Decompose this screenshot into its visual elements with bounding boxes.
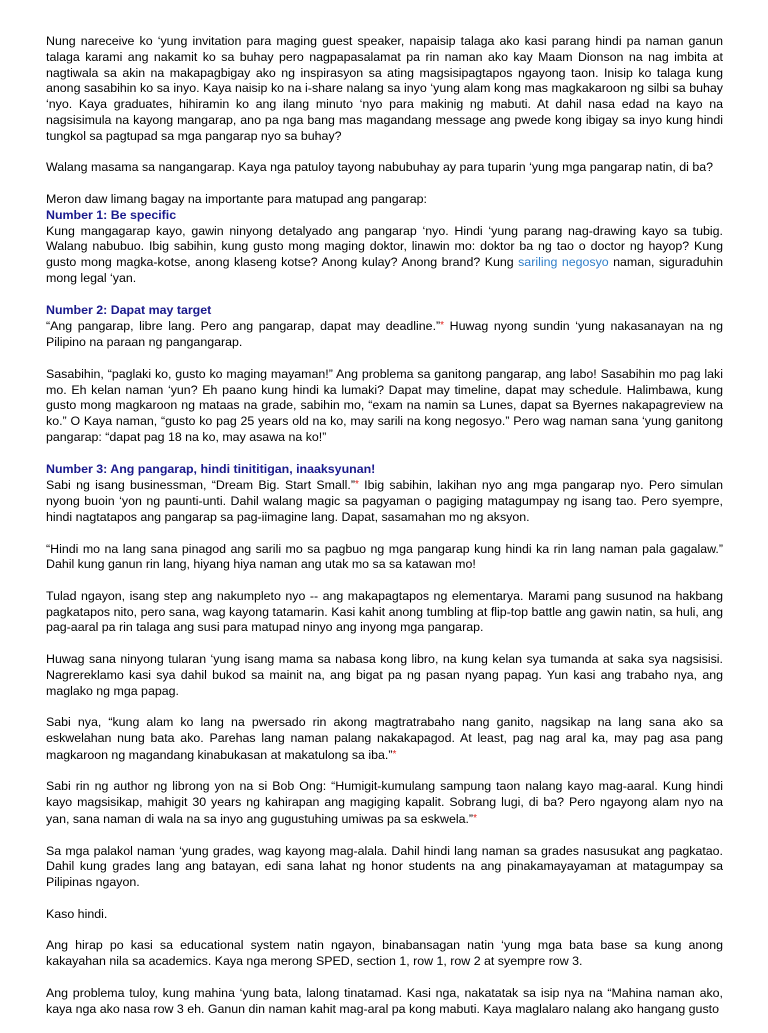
- paragraph-sasabihin: Sasabihin, “paglaki ko, gusto ko maging mayaman!” Ang problema sa ganitong pangarap, ang labo! Sasabihin mo pag laki mo. Eh kelan naman ‘yun? Eh paano kung hindi ka lumaki? Dapat may timeline, dapat may schedule. Halimbawa, kung gusto mong magkaroon ng mataas na grade, sabihin mo, “exam na namin sa Lunes, dapat sa Byernes nakapagreview na ko.” O Kaya naman, “gusto ko pag 25 years old na ko, may sarili na kong negosyo.” Pero wag naman sana ‘yung ganitong pangarap: “dapat pag 18 na ko, may asawa na ko!”: [46, 366, 723, 444]
- text-segment: “Ang pangarap, libre lang. Pero ang pangarap, dapat may deadline.”: [46, 319, 441, 334]
- heading-number-1: Number 1: Be specific: [46, 207, 177, 222]
- paragraph-ang-problema: Ang problema tuloy, kung mahina ‘yung bata, lalong tinatamad. Kasi nga, nakatatak sa isip nya na “Mahina naman ako, kaya nga ako nasa row 3 eh. Ganun din naman kahit mag-aral pa kong mabuti. Kaya maglalaro nalang ako hangang gusto: [46, 985, 723, 1016]
- paragraph-kaso-hindi: Kaso hindi.: [46, 906, 108, 921]
- text-segment: Sabi rin ng author ng librong yon na si Bob Ong: “Humigit-kumulang sampung taon nalang kayo mag-aaral. Kung hindi kayo magsisikap, mahigit 30 years ng kahirapan ang magiging kapalit. Sobrang lugi, di ba? Pero ngayong alam nyo na yan, sana naman di wala na sa inyo ang gugustuhing umiwas pa sa eskwela.”: [46, 779, 723, 827]
- text-segment: Sabi ng isang businessman, “Dream Big. Start Small.”: [46, 478, 355, 493]
- text-segment: Sabi nya, “kung alam ko lang na pwersado rin akong magtratrabaho nang ganito, nagsikap na lang sana ako sa eskwelahan nung bata ako. Parehas lang naman palang nakakapagod. At least, pag nag aral ka, may pag asa pang magkaroon ng magandang kinabukasan at makatulong sa iba.”: [46, 715, 723, 762]
- paragraph-intro: Nung nareceive ko ‘yung invitation para maging guest speaker, napaisip talaga ako kasi parang hindi pa naman ganun talaga karami ang nakamit ko sa buhay pero nagpapasalamat pa rin naman ako kay Maam Dionson na nag imbita at nagtiwala sa akin na makapagbigay ako ng inspirasyon sa ating magsisipagtapos ngayong taon. Inisip ko talaga kung anong sasabihin ko sa inyo. Kaya naisip ko na i-share nalang sa inyo ‘yung alam kong mas magkakaroon ng silbi sa buhay ‘nyo. Kaya graduates, hihiramin ko ang ilang minuto ‘nyo para makinig ng mabuti. At dahil nasa edad na kayo na nagsisimula na kayong mangarap, ano pa nga bang mas magandang message ang pwede kong ibigay sa inyo kung hindi tungkol sa pagtupad sa mga pangarap nyo sa buhay?: [46, 34, 723, 143]
- footnote-marker[interactable]: *: [473, 813, 477, 825]
- paragraph-educational-system: Ang hirap po kasi sa educational system natin ngayon, binabansagan natin ‘yung mga bata base sa kung anong kakayahan nila sa academics. Kaya nga merong SPED, section 1, row 1, row 2 at syempre row 3.: [46, 938, 723, 969]
- paragraph-be-specific: [46, 224, 723, 287]
- paragraph-limang-bagay: Meron daw limang bagay na importante para matupad ang pangarap:: [46, 191, 427, 206]
- text-segment: Huwag nyong sundin ‘yung nakasanayan na ng Pilipino na paraan ng pangangarap.: [46, 319, 724, 350]
- document-page: [46, 34, 723, 1033]
- text-segment: naman, siguraduhin mong legal ‘yan.: [46, 255, 724, 285]
- paragraph-dapat-may-target: [46, 318, 723, 351]
- footnote-marker[interactable]: *: [354, 479, 359, 491]
- paragraph-bob-ong: [46, 779, 723, 827]
- paragraph-tulad-ngayon: Tulad ngayon, isang step ang nakumpleto nyo -- ang makapagtapos ng elementarya. Marami pang susunod na hakbang pagkatapos nito, pero sana, wag kayong tatamarin. Kasi kahit anong tumbling at flip-top battle ang gawin natin, sa huli, ang pag-aaral pa rin talaga ang susi para matupad ninyo ang inyong mga pangarap.: [46, 588, 723, 635]
- paragraph-hindi-mo-na-lang: “Hindi mo na lang sana pinagod ang sarili mo sa pagbuo ng mga pangarap kung hindi ka rin lang naman pala gagalaw.” Dahil kung ganun rin lang, hiyang hiya naman ang utak mo sa sa katawan mo!: [46, 541, 723, 572]
- paragraph-sabi-nya: [46, 715, 723, 763]
- text-segment: Ibig sabihin, lakihan nyo ang mga pangarap nyo. Pero simulan nyong buoin ‘yon ng paunti-unti. Dahil walang magic sa pagyaman o pagiging matagumpay ng isang tao. Pero syempre, hindi nagtatapos ang pangarap sa pag-iimagine lang. Dapat, sasamahan mo ng aksyon.: [46, 478, 723, 524]
- footnote-marker[interactable]: *: [440, 320, 445, 332]
- text-segment: Kung mangagarap kayo, gawin ninyong detalyado ang pangarap ‘nyo. Hindi ‘yung parang nag-drawing kayo sa tubig. Walang nabubuo. Ibig sabihin, kung gusto mong maging doktor, linawin mo: doktor ba ng tao o doctor ng hayop? Kung gusto mong magka-kotse, anong klaseng kotse? Anong kulay? Anong brand? Kung: [46, 223, 723, 270]
- link-sariling-negosyo[interactable]: sariling negosyo: [518, 255, 609, 270]
- paragraph-walang-masama: Walang masama sa nangangarap. Kaya nga patuloy tayong nabubuhay ay para tuparin ‘yung mga pangarap natin, di ba?: [46, 160, 714, 175]
- heading-number-2: Number 2: Dapat may target: [46, 302, 212, 317]
- heading-number-3: Number 3: Ang pangarap, hindi tinititigan, inaaksyunan!: [46, 461, 376, 476]
- paragraph-grades: Sa mga palakol naman ‘yung grades, wag kayong mag-alala. Dahil hindi lang naman sa grades nasusukat ang pagkatao. Dahil kung grades lang ang batayan, edi sana lahat ng honor students na ang pinakamayayaman at matagumpay sa Pilipinas ngayon.: [46, 843, 723, 890]
- paragraph-huwag-sana: Huwag sana ninyong tularan ‘yung isang mama sa nabasa kong libro, na kung kelan sya tumanda at saka sya nagsisisi. Nagrereklamo kasi sya dahil bukod sa mainit na, ang bigat pa ng pasan nyang papag. Yun kasi ang trabaho nya, ang maglako ng mga papag.: [46, 652, 723, 698]
- paragraph-dream-big: [46, 477, 723, 525]
- footnote-marker[interactable]: *: [392, 748, 397, 760]
